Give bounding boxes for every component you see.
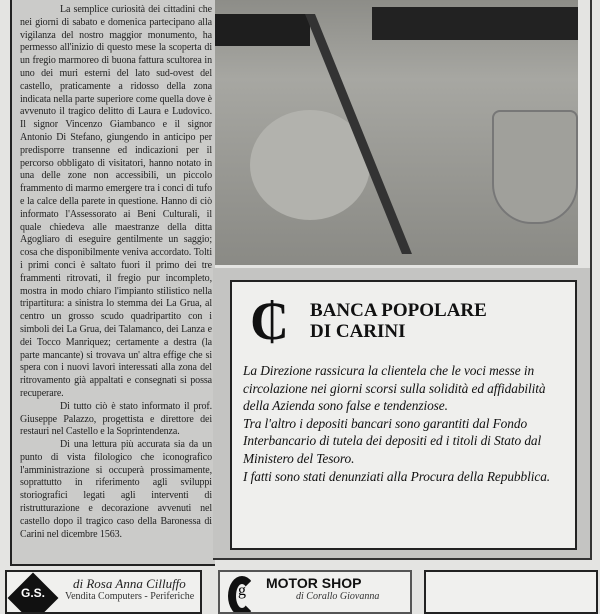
gs-logo-text: G.S. [21, 586, 46, 600]
bank-ad-frame [213, 268, 590, 560]
bank-paragraph: La Direzione rassicura la clientela che le voci messe in circolazione nei giorni scorsi sulla solidità ed affidabilità della Azienda sono false e tendenziose. [243, 363, 546, 414]
dark-band [215, 14, 310, 46]
bank-name-line: DI CARINI [310, 321, 406, 342]
motor-ad-sub: di Corallo Giovanna [296, 591, 380, 602]
article-paragraph: Di una lettura più accurata sia da un punto di vista filologico che iconografico l'amministrazione si occuperà prossimamente, soprattutto in riferimento agli sviluppi storiografici legati agli interventi di ristrutturazione e decorazione avvenuti nel castello dopo il tragico caso della Baronessa di Carini nel dicembre 1563. [20, 439, 212, 540]
bank-ad [230, 280, 577, 550]
dark-band [372, 7, 578, 40]
gs-ad-name: di Rosa Anna Cilluffo [73, 576, 186, 591]
motor-shop-ad [218, 570, 412, 614]
bank-name-line: BANCA POPOLARE [310, 300, 487, 321]
bank-paragraph: Tra l'altro i depositi bancari sono garantiti dal Fondo Interbancario di tutela dei depositi ed i titoli di Stato dal Ministero del Tesoro. [243, 415, 542, 466]
gs-ad [5, 570, 202, 614]
gs-ad-sub: Vendita Computers - Periferiche [65, 591, 195, 602]
article-paragraph: La semplice curiosità dei cittadini che nei giorni di sabato e domenica partecipano alla vigilanza del nostro maggior monumento, ha permesso all'inizio di questo mese la scoperta di un fregio marmoreo di buona fattura scultorea in uno dei muri esterni del lato sud-ovest del castello, praticamente a ridosso della zona indicata nella parte superiore come quella dove è avvenuto il tragico delitto di Laura e Ludovico. Il signor Vincenzo Giambanco e il signor Antonio Di Stefano, giungendo in anticipo per predisporre transenne ed indicazioni per il percorso obbligato di visitatori, hanno notato in una delle zone non accessibili, un piccolo frammento di marmo emergere tra i conci di tufo e la calce della parete in questione. Hanno di ciò informato l'Assessorato ai Beni Culturali, il quale chiedeva alle maestranze della ditta Agogliaro di eseguire gentilmente un saggio; cosa che disponibilmente veniva accordato. Tolti i primi conci è saltato fuori il primo dei tre frammenti ritrovati, il fregio pur incompleto, mostra in modo chiaro l'impianto stilistico nella tripartitura: a sinistra lo stemma dei La Grua, al centro un grosso scudo quadripartito con i simboli dei La Grua, dei Talamanco, dei Lanza e dei Tocco Manriquez; certamente a destra (la parte mancante) si trovava un' altra effige che si spera con i nuovi lavori interessati alla zona del ritrovamento già appaltati e consegnati si possa recuperare. [20, 4, 212, 399]
frieze-photo [215, 0, 578, 265]
bank-logo-icon: ₵ [250, 291, 289, 351]
motor-ad-name: MOTOR SHOP [266, 575, 362, 591]
carved-shield [492, 110, 578, 224]
third-ad [424, 570, 598, 614]
motor-logo-letter: g [238, 582, 246, 599]
article-column [10, 0, 215, 566]
bank-notice [243, 362, 569, 485]
article-paragraph: Di tutto ciò è stato informato il prof. Giuseppe Palazzo, progettista e direttore dei restauri nel Castello e la Soprintendenza. [20, 400, 212, 438]
margin-rule [590, 0, 592, 560]
bank-name [310, 300, 487, 342]
bank-paragraph: I fatti sono stati denunziati alla Procura della Repubblica. [243, 468, 551, 484]
